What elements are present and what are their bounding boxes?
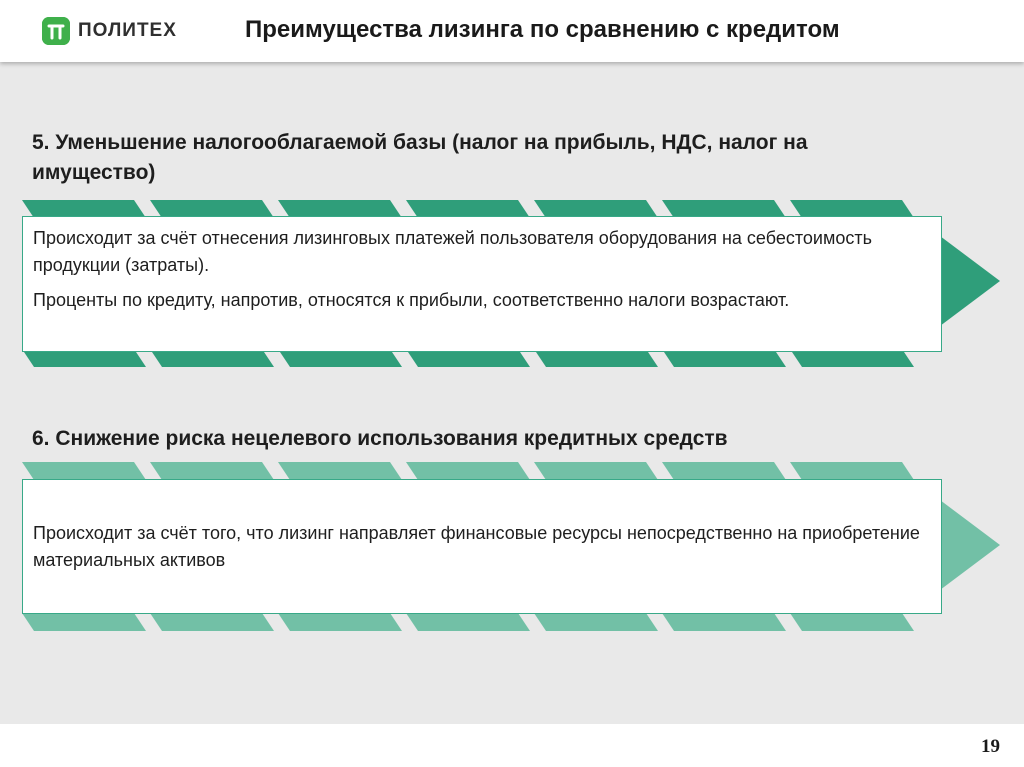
chevron-stripe-bottom (534, 613, 658, 631)
chevron-stripe-bottom (150, 613, 274, 631)
chevron-stripe-bottom (278, 613, 402, 631)
chevron-stripe-top (534, 462, 658, 480)
section-5-heading: 5. Уменьшение налогооблагаемой базы (налог на прибыль, НДС, налог на имущество) (32, 131, 808, 184)
chevron-stripe-top (150, 462, 274, 480)
chevron-stripe-bottom (790, 613, 914, 631)
logo-text: ПОЛИТЕХ (78, 20, 177, 41)
section-5-text-box (22, 216, 942, 352)
politech-logo-icon (42, 17, 70, 45)
slide-header (0, 0, 1024, 62)
section-6-text-box (22, 479, 942, 614)
chevron-stripe-top (790, 462, 914, 480)
chevron-stripe-top (406, 462, 530, 480)
section-6-paragraph-1: Происходит за счёт того, что лизинг направляет финансовые ресурсы непосредственно на приобретение материальных активов (33, 522, 920, 570)
page-title: Преимущества лизинга по сравнению с кредитом (245, 16, 840, 43)
section-5-paragraph-1: Происходит за счёт отнесения лизинговых платежей пользователя оборудования на себестоимость продукции (затраты). (33, 228, 872, 275)
chevron-stripe-top (22, 462, 146, 480)
chevron-stripe-top (662, 462, 786, 480)
section-6-heading: 6. Снижение риска нецелевого использования кредитных средств (32, 427, 728, 450)
chevron-stripe-bottom (22, 613, 146, 631)
logo (42, 17, 177, 45)
slide-footer (0, 724, 1024, 767)
chevron-stripe-bottom (406, 613, 530, 631)
chevron-stripe-bottom (662, 613, 786, 631)
page-number: 19 (981, 736, 1000, 757)
section-5-paragraph-2: Проценты по кредиту, напротив, относятся к прибыли, соответственно налоги возрастают. (33, 290, 790, 310)
arrow-head-shape (940, 500, 1000, 590)
arrow-head-shape (940, 236, 1000, 326)
chevron-stripe-top (278, 462, 402, 480)
